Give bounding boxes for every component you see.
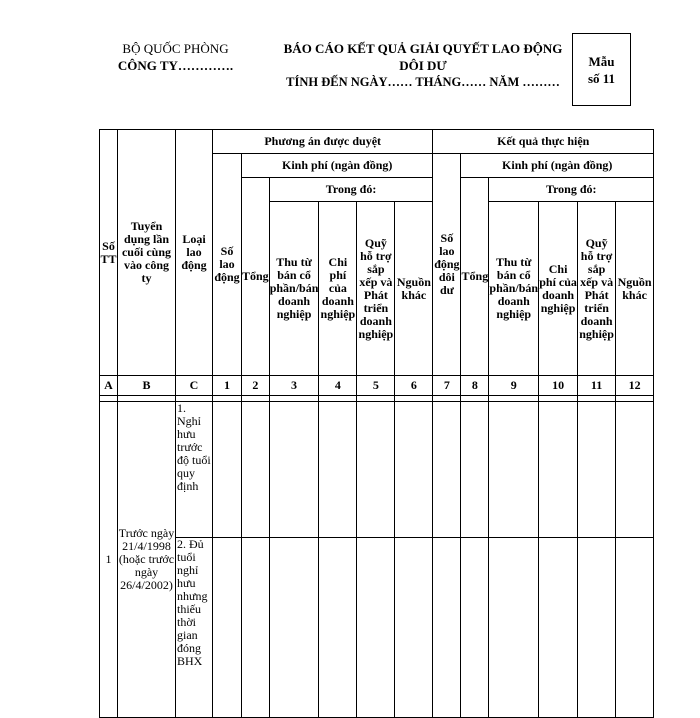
column-code: A [100, 376, 118, 396]
group-header-of-which-plan: Trong đó: [269, 178, 433, 202]
group-header-funding-plan: Kinh phí (ngàn đồng) [242, 154, 433, 178]
form-number-box [572, 33, 631, 106]
row-period: Trước ngày 21/4/1998 (hoặc trước ngày 26/4/2002) [118, 402, 176, 718]
ministry-name: BỘ QUỐC PHÒNG [122, 41, 229, 56]
col-header-workers: Số lao động [213, 154, 242, 376]
column-code: 1 [213, 376, 242, 396]
col-header-labor-type: Loại lao động [176, 130, 213, 376]
report-header [278, 40, 568, 91]
group-header-approved-plan: Phương án được duyệt [213, 130, 433, 154]
column-code: 5 [357, 376, 395, 396]
column-code: 6 [395, 376, 433, 396]
column-code: 3 [269, 376, 319, 396]
group-header-funding-results: Kinh phí (ngàn đồng) [461, 154, 654, 178]
column-code: 10 [539, 376, 578, 396]
report-date: TÍNH ĐẾN NGÀY…… THÁNG…… NĂM ……… [286, 75, 560, 89]
col-header-enterprise-expense-plan: Chi phí của doanh nghiệp [319, 202, 357, 376]
group-header-results: Kết quả thực hiện [433, 130, 654, 154]
col-header-equitization-plan: Thu từ bán cổ phần/bán doanh nghiệp [269, 202, 319, 376]
row-stt: 1 [100, 402, 118, 718]
column-code: 4 [319, 376, 357, 396]
labor-category: 1. Nghỉ hưu trước độ tuổi quy định [176, 402, 213, 538]
column-code-row [100, 376, 654, 396]
column-code: C [176, 376, 213, 396]
column-code: 12 [616, 376, 654, 396]
column-code: 8 [461, 376, 489, 396]
column-code: 11 [578, 376, 616, 396]
column-code: B [118, 376, 176, 396]
col-header-equitization-results: Thu từ bán cổ phần/bán doanh nghiệp [489, 202, 539, 376]
col-header-total-results: Tổng [461, 178, 489, 376]
col-header-other-sources-plan: Nguồn khác [395, 202, 433, 376]
report-table [99, 129, 654, 718]
col-header-support-fund-results: Quỹ hỗ trợ sắp xếp và Phát triển doanh nghiệp [578, 202, 616, 376]
column-code: 7 [433, 376, 461, 396]
form-number: số 11 [587, 70, 616, 86]
col-header-total-plan: Tổng [242, 178, 270, 376]
col-header-enterprise-expense-results: Chi phí của doanh nghiệp [539, 202, 578, 376]
col-header-stt: Số TT [100, 130, 118, 376]
report-title: BÁO CÁO KẾT QUẢ GIẢI QUYẾT LAO ĐỘNG DÔI DƯ [283, 41, 563, 73]
col-header-surplus-workers: Số lao động dôi dư [433, 154, 461, 376]
company-name: CÔNG TY…………. [117, 58, 234, 73]
table-row [100, 402, 654, 538]
column-code: 2 [242, 376, 270, 396]
col-header-recruitment: Tuyển dụng lần cuối cùng vào công ty [118, 130, 176, 376]
labor-category: 2. Đủ tuổi nghỉ hưu nhưng thiếu thời gian đóng BHX [176, 538, 213, 718]
column-code: 9 [489, 376, 539, 396]
group-header-of-which-results: Trong đó: [489, 178, 654, 202]
col-header-other-sources-results: Nguồn khác [616, 202, 654, 376]
col-header-support-fund-plan: Quỹ hỗ trợ sắp xếp và Phát triển doanh nghiệp [357, 202, 395, 376]
table-row [100, 538, 654, 718]
company-header [108, 40, 243, 74]
form-label: Mẫu [588, 53, 615, 69]
